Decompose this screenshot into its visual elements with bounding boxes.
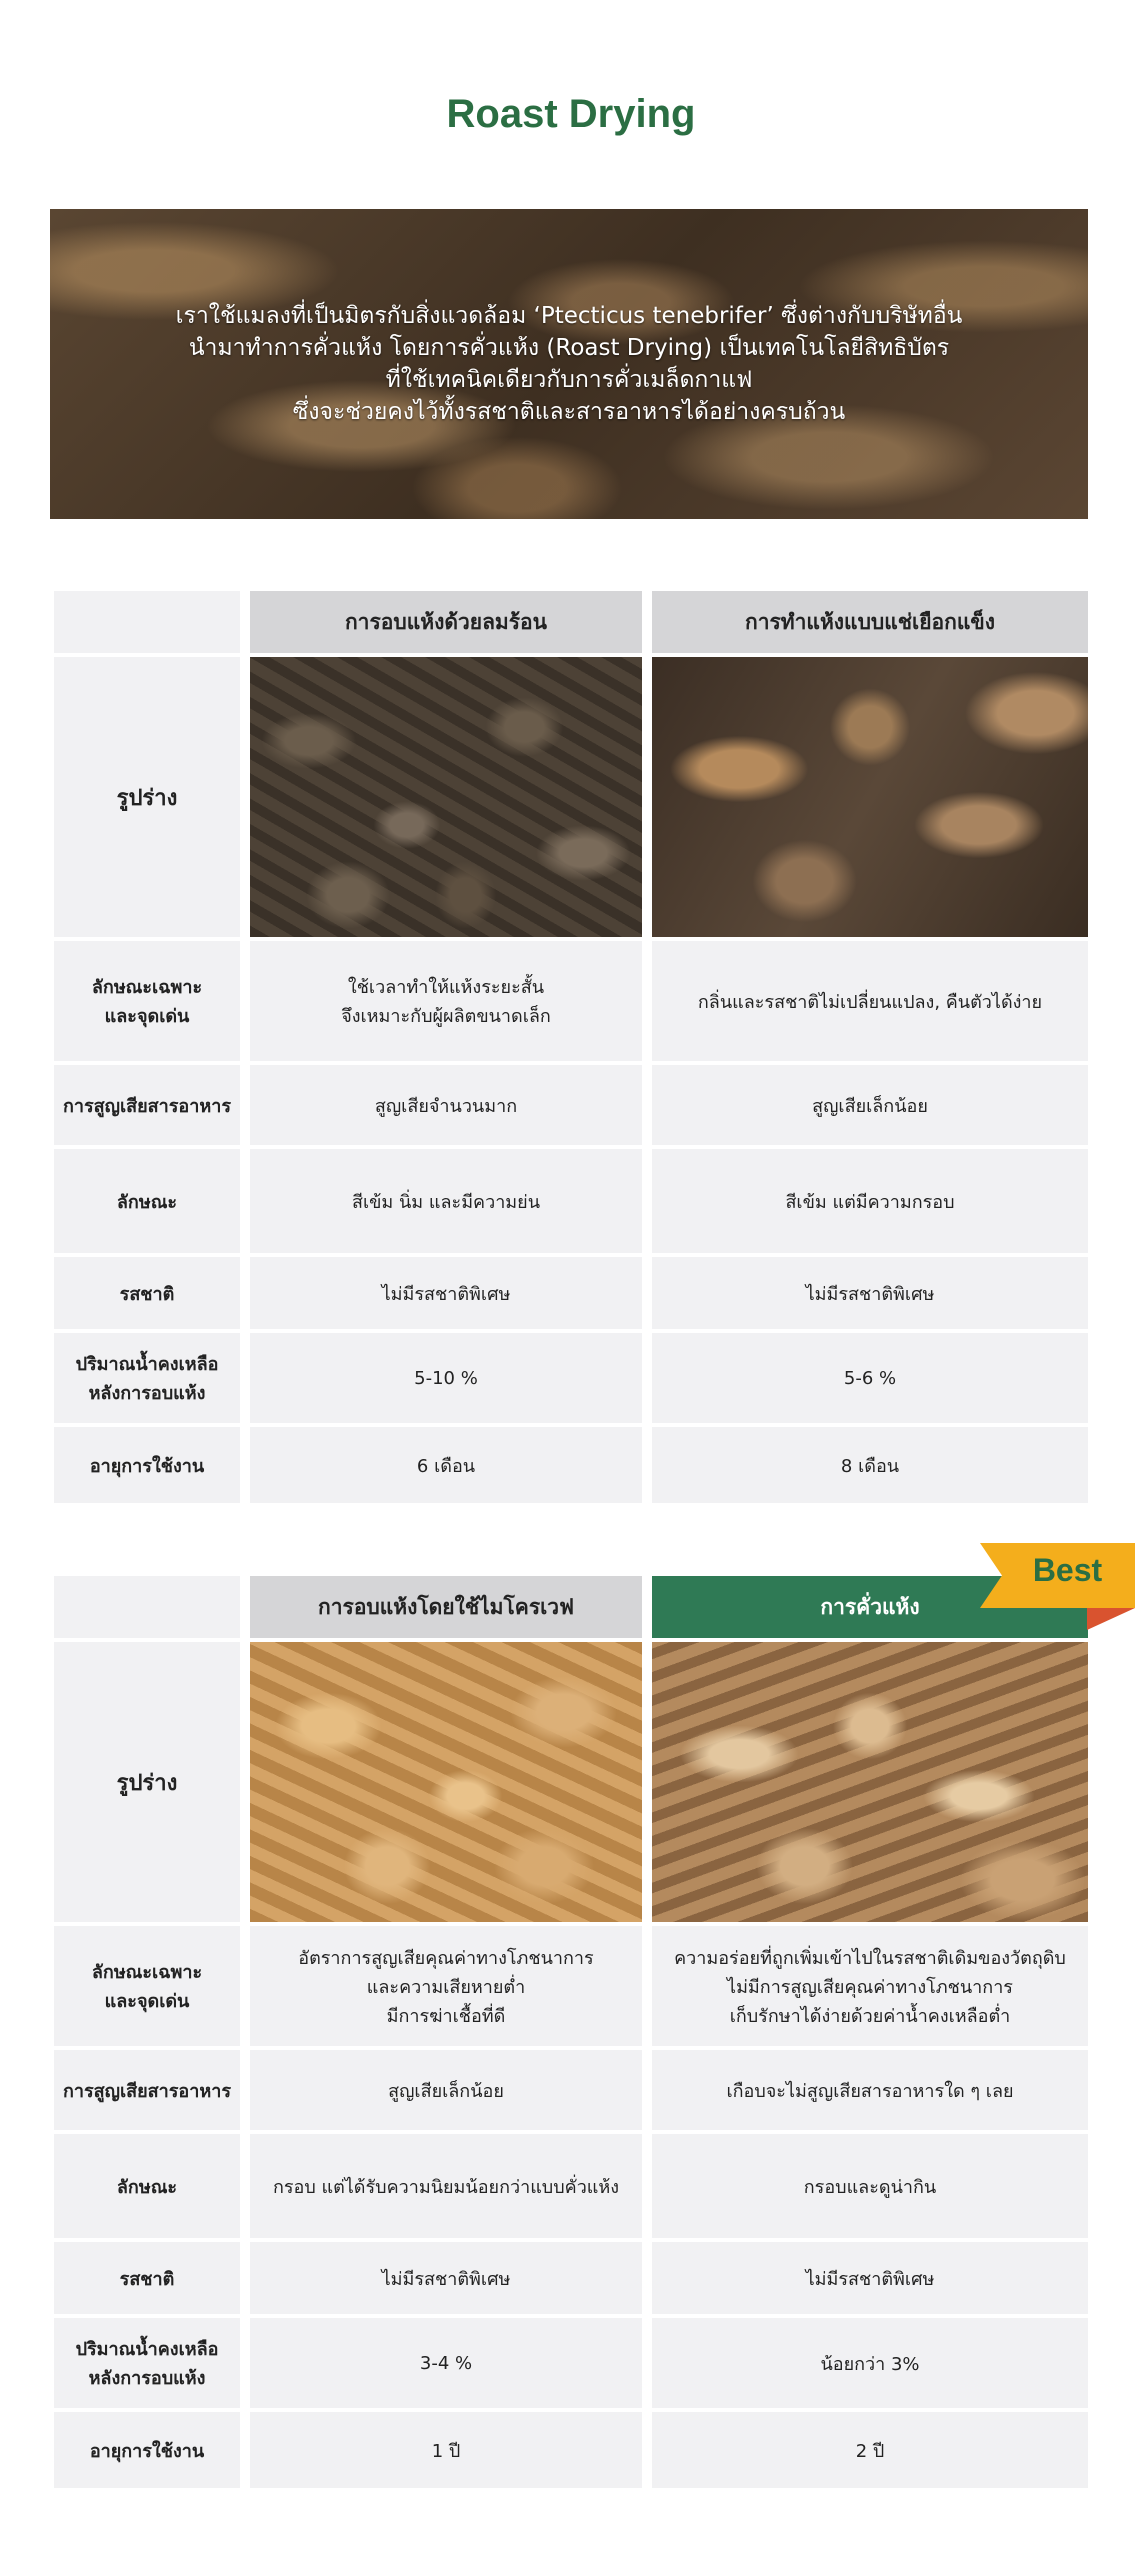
hero-line: เราใช้แมลงที่เป็นมิตรกับสิ่งแวดล้อม ‘Ptecticus tenebrifer’ ซึ่งต่างกับบริษัทอื่น [175,303,963,329]
label-line: ปริมาณน้ำคงเหลือ [75,1354,219,1375]
table-cell: 3-4 % [250,2318,642,2408]
table-cell: 5-10 % [250,1333,642,1423]
table-cell [250,1926,642,2046]
row-label-shape: รูปร่าง [54,657,240,937]
best-ribbon-fold [1087,1608,1135,1630]
page-title: Roast Drying [446,92,696,136]
table-cell: ไม่มีรสชาติพิเศษ [652,1257,1088,1329]
hero-line: นำมาทำการคั่วแห้ง โดยการคั่วแห้ง (Roast Drying) เป็นเทคโนโลยีสิทธิบัตร [188,335,950,361]
table-cell: 6 เดือน [250,1427,642,1503]
column-header: การอบแห้งด้วยลมร้อน [250,591,642,653]
comparison-table-1 [44,587,1098,1507]
cell-line: เก็บรักษาได้ง่ายด้วยค่าน้ำคงเหลือต่ำ [729,2005,1011,2027]
table-cell: 5-6 % [652,1333,1088,1423]
cell-line: และความเสียหายต่ำ [366,1976,526,1998]
comparison-table-2 [44,1572,1098,2492]
row-label-appearance: ลักษณะ [54,2134,240,2238]
label-line: ปริมาณน้ำคงเหลือ [75,2339,219,2360]
label-line: และจุดเด่น [104,1006,190,1027]
image-cell [250,1642,642,1922]
cell-line: ไม่มีการสูญเสียคุณค่าทางโภชนาการ [727,1976,1013,1998]
table-cell: กลิ่นและรสชาติไม่เปลี่ยนแปลง, คืนตัวได้ง่าย [652,941,1088,1061]
freeze-dried-larvae-image [652,657,1088,937]
label-line: ลักษณะเฉพาะ [91,1962,203,1983]
row-label-appearance: ลักษณะ [54,1149,240,1253]
row-label-shape: รูปร่าง [54,1642,240,1922]
microwave-dried-larvae-image [250,1642,642,1922]
row-label-moisture [54,2318,240,2408]
table-cell: กรอบและดูน่ากิน [652,2134,1088,2238]
row-label-nutrient-loss: การสูญเสียสารอาหาร [54,1065,240,1145]
row-label-taste: รสชาติ [54,1257,240,1329]
table-cell: ไม่มีรสชาติพิเศษ [652,2242,1088,2314]
cell-line: ใช้เวลาทำให้แห้งระยะสั้น [347,977,545,998]
row-label-feature [54,1926,240,2046]
image-cell [652,657,1088,937]
table-cell: 1 ปี [250,2412,642,2488]
table-cell [250,941,642,1061]
row-label-taste: รสชาติ [54,2242,240,2314]
table-cell: สูญเสียเล็กน้อย [652,1065,1088,1145]
table-cell: สูญเสียจำนวนมาก [250,1065,642,1145]
table-cell: 8 เดือน [652,1427,1088,1503]
cell-line: จึงเหมาะกับผู้ผลิตขนาดเล็ก [341,1006,551,1027]
roast-dried-larvae-image [652,1642,1088,1922]
label-line: ลักษณะเฉพาะ [91,977,203,998]
column-header: การอบแห้งโดยใช้ไมโครเวฟ [250,1576,642,1638]
table-cell: ไม่มีรสชาติพิเศษ [250,1257,642,1329]
column-header-best: การคั่วแห้ง [652,1576,1088,1638]
image-cell [250,657,642,937]
label-line: หลังการอบแห้ง [88,2368,206,2389]
table-cell: 2 ปี [652,2412,1088,2488]
cell-line: อัตราการสูญเสียคุณค่าทางโภชนาการ [298,1947,594,1969]
cell-line: ความอร่อยที่ถูกเพิ่มเข้าไปในรสชาติเดิมของวัตถุดิบ [674,1947,1066,1969]
table-cell: กรอบ แต่ได้รับความนิยมน้อยกว่าแบบคั่วแห้ง [250,2134,642,2238]
row-label-shelf-life: อายุการใช้งาน [54,2412,240,2488]
hero-text [50,209,1088,519]
table-cell: สูญเสียเล็กน้อย [250,2050,642,2130]
table-cell: เกือบจะไม่สูญเสียสารอาหารใด ๆ เลย [652,2050,1088,2130]
best-badge: Best [1032,1552,1103,1588]
table-cell: สีเข้ม แต่มีความกรอบ [652,1149,1088,1253]
table-corner [54,591,240,653]
hero-banner [50,209,1088,519]
table-cell: สีเข้ม นิ่ม และมีความย่น [250,1149,642,1253]
column-header: การทำแห้งแบบแช่เยือกแข็ง [652,591,1088,653]
row-label-nutrient-loss: การสูญเสียสารอาหาร [54,2050,240,2130]
image-cell [652,1642,1088,1922]
label-line: หลังการอบแห้ง [88,1383,206,1404]
row-label-moisture [54,1333,240,1423]
hero-line: ที่ใช้เทคนิคเดียวกับการคั่วเมล็ดกาแฟ [385,367,753,393]
label-line: และจุดเด่น [104,1991,190,2012]
row-label-feature [54,941,240,1061]
table-cell [652,1926,1088,2046]
hero-line: ซึ่งจะช่วยคงไว้ทั้งรสชาติและสารอาหารได้อย่างครบถ้วน [292,399,846,425]
hot-air-dried-larvae-image [250,657,642,937]
table-cell: น้อยกว่า 3% [652,2318,1088,2408]
table-corner [54,1576,240,1638]
row-label-shelf-life: อายุการใช้งาน [54,1427,240,1503]
table-cell: ไม่มีรสชาติพิเศษ [250,2242,642,2314]
cell-line: มีการฆ่าเชื้อที่ดี [386,2005,506,2027]
